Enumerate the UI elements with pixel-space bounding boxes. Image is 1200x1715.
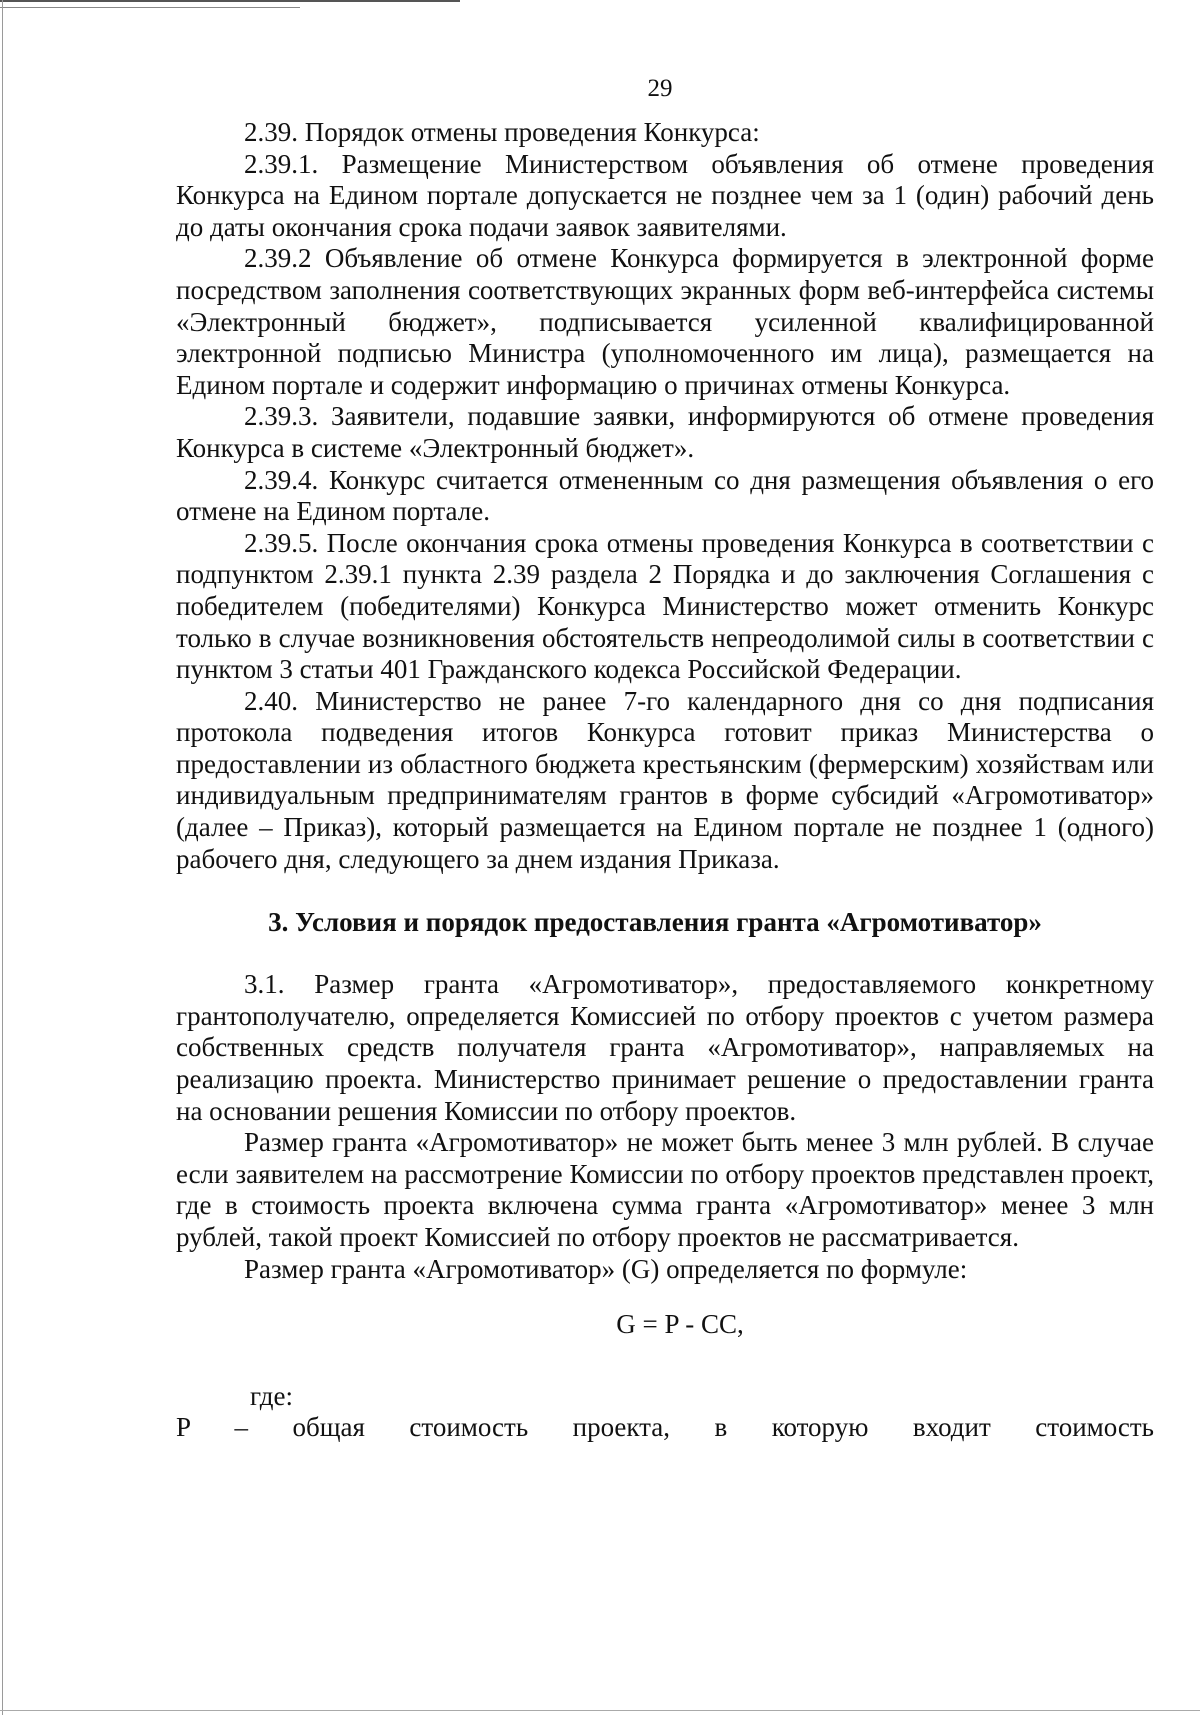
grant-formula: G = P - CC,: [616, 1309, 744, 1340]
scan-border-top: [0, 0, 460, 2]
paragraph-2-39: 2.39. Порядок отмены проведения Конкурса:: [244, 117, 760, 147]
scan-border-bottom: [0, 1710, 1200, 1711]
paragraph-3-1: 3.1. Размер гранта «Агромотиватор», предоставляемого конкретному грантополучателю, определяется Комиссией по отбору проектов с учетом размера собственных средств получателя гранта «Агромотиватор», направляемых на реализацию проекта. Министерство принимает решение о предоставлении гранта на основании решения Комиссии по отбору проектов.: [176, 969, 1154, 1126]
section-heading: 3. Условия и порядок предоставления гранта «Агромотиватор»: [268, 907, 1042, 938]
paragraph-grant-minimum: Размер гранта «Агромотиватор» не может быть менее 3 млн рублей. В случае если заявителем на рассмотрение Комиссии по отбору проектов представлен проект, где в стоимость проекта включена сумма гранта «Агромотиватор» менее 3 млн рублей, такой проект Комиссией по отбору проектов не рассматривается.: [176, 1127, 1154, 1252]
paragraph-2-39-2: 2.39.2 Объявление об отмене Конкурса формируется в электронной форме посредством заполнения соответствующих экранных форм веб-интерфейса системы «Электронный бюджет», подписывается усиленной квалифицированной электронной подписью Министра (уполномоченного им лица), размещается на Едином портале и содержит информацию о причинах отмены Конкурса.: [176, 243, 1154, 400]
paragraph-formula-intro: Размер гранта «Агромотиватор» (G) определяется по формуле:: [244, 1253, 968, 1284]
paragraph-2-39-4: 2.39.4. Конкурс считается отмененным со дня размещения объявления о его отмене на Едином портале.: [176, 464, 1154, 527]
formula-legend-line: P – общая стоимость проекта, в которую входит стоимость: [176, 1412, 1154, 1443]
page-number: 29: [647, 75, 673, 102]
where-label: где:: [250, 1380, 293, 1411]
scan-border-left: [2, 0, 3, 1715]
scan-border-top-inner: [0, 7, 300, 8]
paragraph-2-39-3: 2.39.3. Заявители, подавшие заявки, информируются об отмене проведения Конкурса в системе «Электронный бюджет».: [176, 401, 1154, 463]
paragraph-2-39-1: 2.39.1. Размещение Министерством объявления об отмене проведения Конкурса на Едином портале допускается не позднее чем за 1 (один) рабочий день до даты окончания срока подачи заявок заявителями.: [176, 148, 1154, 242]
document-body: [176, 117, 1154, 1444]
paragraph-2-40: 2.40. Министерство не ранее 7-го календарного дня со дня подписания протокола подведения итогов Конкурса готовит приказ Министерства о предоставлении из областного бюджета крестьянским (фермерским) хозяйствам или индивидуальным предпринимателям грантов в форме субсидий «Агромотиватор» (далее – Приказ), который размещается на Едином портале не позднее 1 (одного) рабочего дня, следующего за днем издания Приказа.: [176, 685, 1154, 874]
paragraph-2-39-5: 2.39.5. После окончания срока отмены проведения Конкурса в соответствии с подпунктом 2.39.1 пункта 2.39 раздела 2 Порядка и до заключения Соглашения с победителем (победителями) Конкурса Министерство может отменить Конкурс только в случае возникновения обстоятельств непреодолимой силы в соответствии с пунктом 3 статьи 401 Гражданского кодекса Российской Федерации.: [176, 527, 1154, 685]
